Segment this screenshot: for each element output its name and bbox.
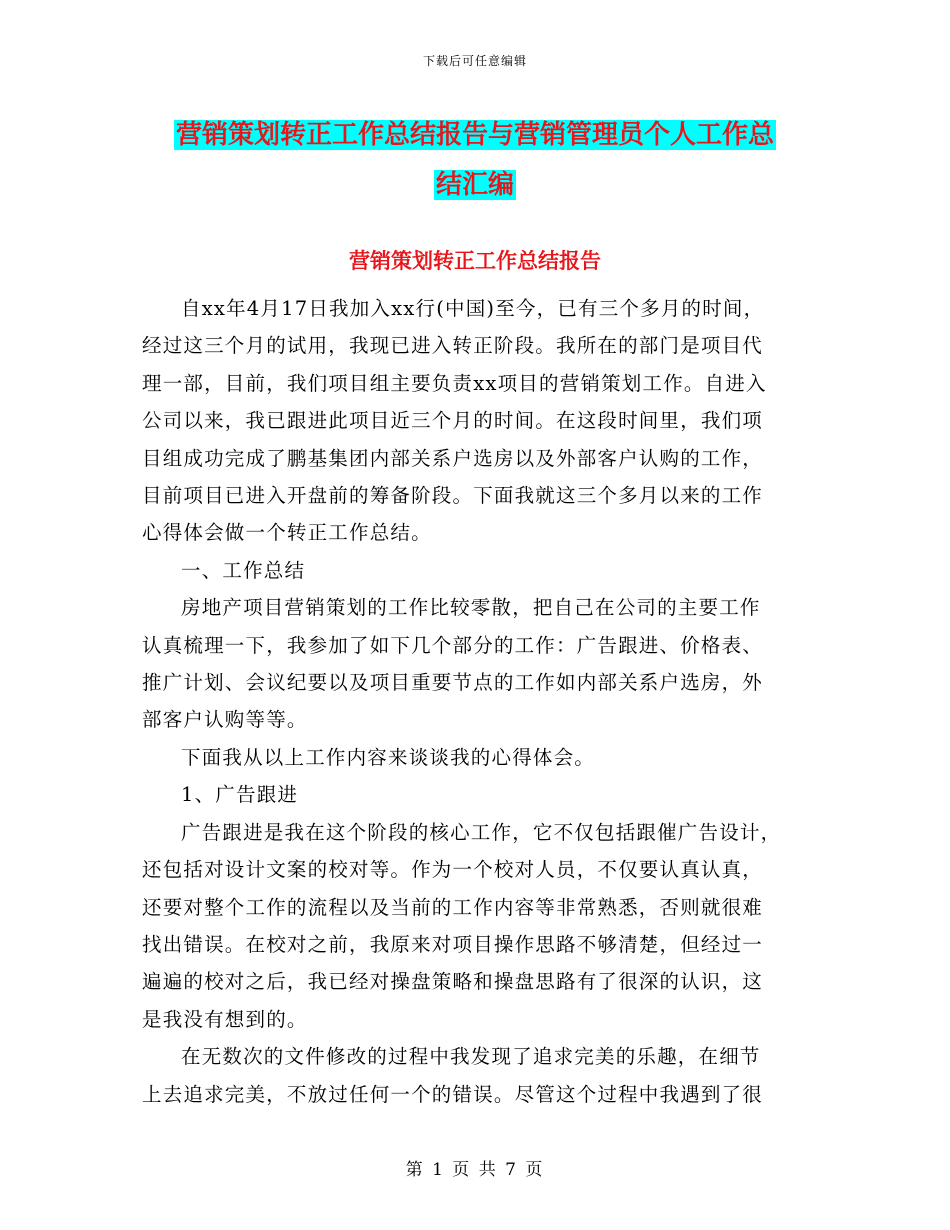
paragraph-line: 目组成功完成了鹏基集团内部关系户选房以及外部客户认购的工作，: [142, 446, 764, 470]
document-title: [140, 110, 810, 210]
paragraph-line: 认真梳理一下，我参加了如下几个部分的工作：广告跟进、价格表、: [142, 633, 764, 657]
paragraph-line: 是我没有想到的。: [142, 1007, 308, 1031]
paragraph-line: 下面我从以上工作内容来谈谈我的心得体会。: [181, 745, 596, 769]
paragraph-line: 理一部，目前，我们项目组主要负责xx项目的营销策划工作。自进入: [142, 371, 767, 395]
paragraph-line: 目前项目已进入开盘前的筹备阶段。下面我就这三个多月以来的工作: [142, 484, 764, 508]
paragraph-line: 房地产项目营销策划的工作比较零散，把自己在公司的主要工作: [181, 596, 761, 620]
section-title: 营销策划转正工作总结报告: [349, 248, 601, 273]
paragraph-line: 上去追求完美，不放过任何一个的错误。尽管这个过程中我遇到了很: [142, 1082, 764, 1106]
paragraph-line: 公司以来，我已跟进此项目近三个月的时间。在这段时间里，我们项: [142, 409, 764, 433]
paragraph-line: 部客户认购等等。: [142, 708, 308, 732]
paragraph-line: 经过这三个月的试用，我现已进入转正阶段。我所在的部门是项目代: [142, 334, 764, 358]
paragraph-line: 在无数次的文件修改的过程中我发现了追求完美的乐趣，在细节: [181, 1045, 761, 1069]
document-title-line-1: 营销策划转正工作总结报告与营销管理员个人工作总: [175, 120, 774, 150]
heading-line: 一、工作总结: [181, 558, 306, 582]
paragraph-line: 还包括对设计文案的校对等。作为一个校对人员，不仅要认真认真，: [142, 858, 764, 882]
page-footer: 第 1 页 共 7 页: [405, 1160, 545, 1180]
paragraph-line: 推广计划、会议纪要以及项目重要节点的工作如内部关系户选房，外: [142, 671, 764, 695]
heading-line: 1、广告跟进: [181, 783, 299, 807]
paragraph-line: 还要对整个工作的流程以及当前的工作内容等非常熟悉，否则就很难: [142, 895, 764, 919]
document-title-line-2: 结汇编: [435, 170, 514, 200]
paragraph-line: 广告跟进是我在这个阶段的核心工作，它不仅包括跟催广告设计，: [181, 820, 782, 844]
header-note: 下载后可任意编辑: [422, 54, 527, 68]
paragraph-line: 心得体会做一个转正工作总结。: [142, 521, 432, 545]
body-text: [142, 290, 812, 1113]
paragraph-line: 遍遍的校对之后，我已经对操盘策略和操盘思路有了很深的认识，这: [142, 970, 764, 994]
paragraph-line: 找出错误。在校对之前，我原来对项目操作思路不够清楚，但经过一: [142, 932, 764, 956]
paragraph-line: 自xx年4月17日我加入xx行(中国)至今，已有三个多月的时间，: [181, 297, 765, 320]
